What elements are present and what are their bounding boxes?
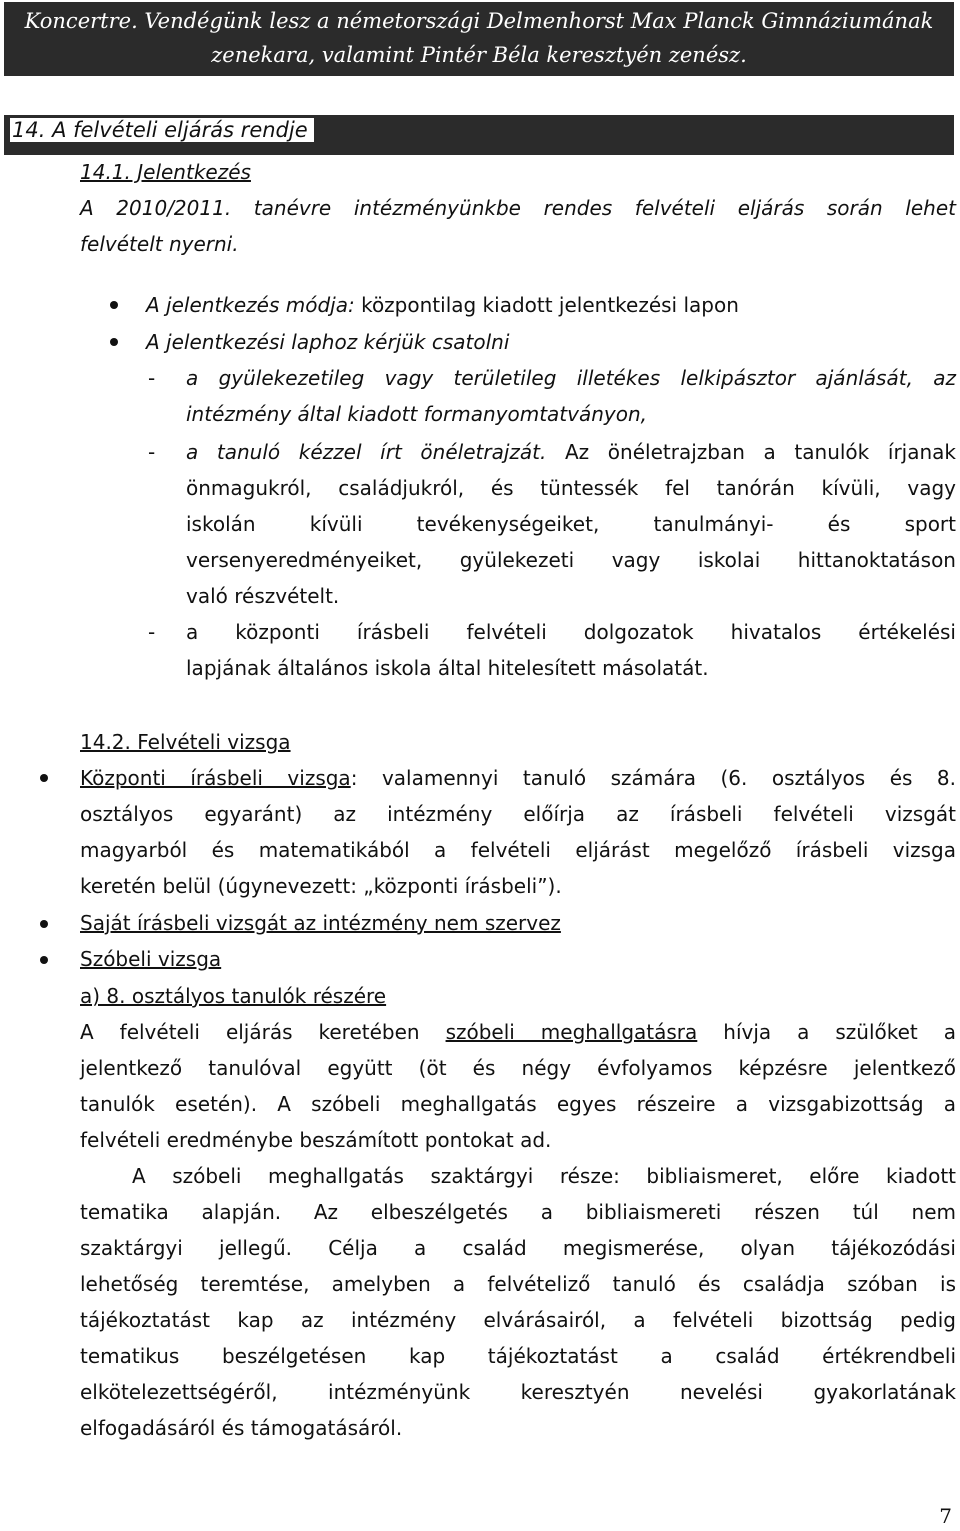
oral-para-2-line-4: lehetőség teremtése, amelyben a felvételiző tanuló és családja szóban is: [80, 1272, 956, 1296]
oral-para-1-a: A felvételi eljárás keretében: [80, 1020, 446, 1044]
page-number: 7: [939, 1504, 952, 1528]
bullet-icon: [40, 774, 48, 782]
dash-marker: -: [148, 366, 156, 390]
header-line-2: zenekara, valamint Pintér Béla keresztyén zenész.: [211, 43, 747, 67]
attachment-1-line-1: a gyülekezetileg vagy területileg illetékes lelkipásztor ajánlását, az: [186, 366, 956, 390]
attachment-2-line-5: való részvételt.: [186, 584, 340, 608]
central-exam-line-1: [80, 760, 956, 796]
oral-para-2-line-1: A szóbeli meghallgatás szaktárgyi része: bibliaismeret, előre kiadott: [132, 1164, 956, 1188]
dash-marker: -: [148, 620, 156, 644]
attachment-2-line-3: iskolán kívüli tevékenységeiket, tanulmányi- és sport: [186, 512, 956, 536]
bullet-icon: [40, 956, 48, 964]
oral-para-2-line-6: tematikus beszélgetésen kap tájékoztatást a család értékrendbeli: [80, 1344, 956, 1368]
oral-exam-title: Szóbeli vizsga: [80, 947, 222, 971]
dash-marker: -: [148, 440, 156, 464]
bullet-icon: [110, 301, 118, 309]
oral-para-1-line-3: tanulók esetén). A szóbeli meghallgatás egyes részeire a vizsgabizottság a: [80, 1092, 956, 1116]
header-banner: [4, 2, 954, 76]
subsection-title-14-1: 14.1. Jelentkezés: [80, 160, 251, 184]
oral-para-1-underlined: szóbeli meghallgatásra: [445, 1020, 698, 1044]
central-exam-line-2: osztályos egyaránt) az intézmény előírja az írásbeli felvételi vizsgát: [80, 802, 956, 826]
bullet-jelentkezes-modja: [146, 287, 739, 323]
bullet-icon: [110, 338, 118, 346]
bullet-icon: [40, 920, 48, 928]
section-title: 14. A felvételi eljárás rendje: [10, 118, 314, 142]
attachment-2-lead: a tanuló kézzel írt önéletrajzát.: [186, 440, 547, 464]
bullet-label: A jelentkezés módja:: [146, 293, 362, 317]
oral-para-2-line-8: elfogadásáról és támogatásáról.: [80, 1416, 403, 1440]
own-exam-note: Saját írásbeli vizsgát az intézmény nem szervez: [80, 911, 561, 935]
central-exam-line-3: magyarból és matematikából a felvételi eljárást megelőző írásbeli vizsga: [80, 838, 956, 862]
oral-para-2-line-7: elkötelezettségéről, intézményünk keresztyén nevelési gyakorlatának: [80, 1380, 956, 1404]
central-exam-line-4: keretén belül (úgynevezett: „központi írásbeli”).: [80, 874, 562, 898]
central-exam-title: Központi írásbeli vizsga: [80, 766, 351, 790]
oral-para-1-line-1: [80, 1014, 956, 1050]
attachment-3-line-2: lapjának általános iskola által hitelesített másolatát.: [186, 656, 709, 680]
grade-8-heading: a) 8. osztályos tanulók részére: [80, 984, 387, 1008]
attachment-1-line-2: intézmény által kiadott formanyomtatványon,: [186, 402, 648, 426]
subsection-title-14-2: 14.2. Felvételi vizsga: [80, 730, 291, 754]
bullet-csatolni: A jelentkezési laphoz kérjük csatolni: [146, 330, 510, 354]
central-exam-text: : valamennyi tanuló számára (6. osztályos és 8.: [350, 766, 957, 790]
oral-para-1-line-4: felvételi eredménybe beszámított pontokat ad.: [80, 1128, 552, 1152]
attachment-2-line-1: [186, 434, 956, 470]
intro-line-2: felvételt nyerni.: [80, 232, 239, 256]
oral-para-1-b: hívja a szülőket a: [697, 1020, 957, 1044]
attachment-2-rest: Az önéletrajzban a tanulók írjanak: [546, 440, 956, 464]
oral-para-2-line-3: szaktárgyi jellegű. Célja a család megismerése, olyan tájékozódási: [80, 1236, 956, 1260]
header-line-1: Koncertre. Vendégünk lesz a németországi Delmenhorst Max Planck Gimnáziumának: [24, 9, 934, 33]
oral-para-2-line-5: tájékoztatást kap az intézmény elvárásairól, a felvételi bizottság pedig: [80, 1308, 956, 1332]
attachment-2-line-2: önmagukról, családjukról, és tüntessék fel tanórán kívüli, vagy: [186, 476, 956, 500]
oral-para-1-line-2: jelentkező tanulóval együtt (öt és négy évfolyamos képzésre jelentkező: [80, 1056, 956, 1080]
bullet-value: központilag kiadott jelentkezési lapon: [361, 293, 739, 317]
attachment-3-line-1: a központi írásbeli felvételi dolgozatok hivatalos értékelési: [186, 620, 956, 644]
oral-para-2-line-2: tematika alapján. Az elbeszélgetés a bibliaismereti részen túl nem: [80, 1200, 956, 1224]
attachment-2-line-4: versenyeredményeiket, gyülekezeti vagy iskolai hittanoktatáson: [186, 548, 956, 572]
intro-line-1: A 2010/2011. tanévre intézményünkbe rendes felvételi eljárás során lehet: [80, 196, 956, 220]
